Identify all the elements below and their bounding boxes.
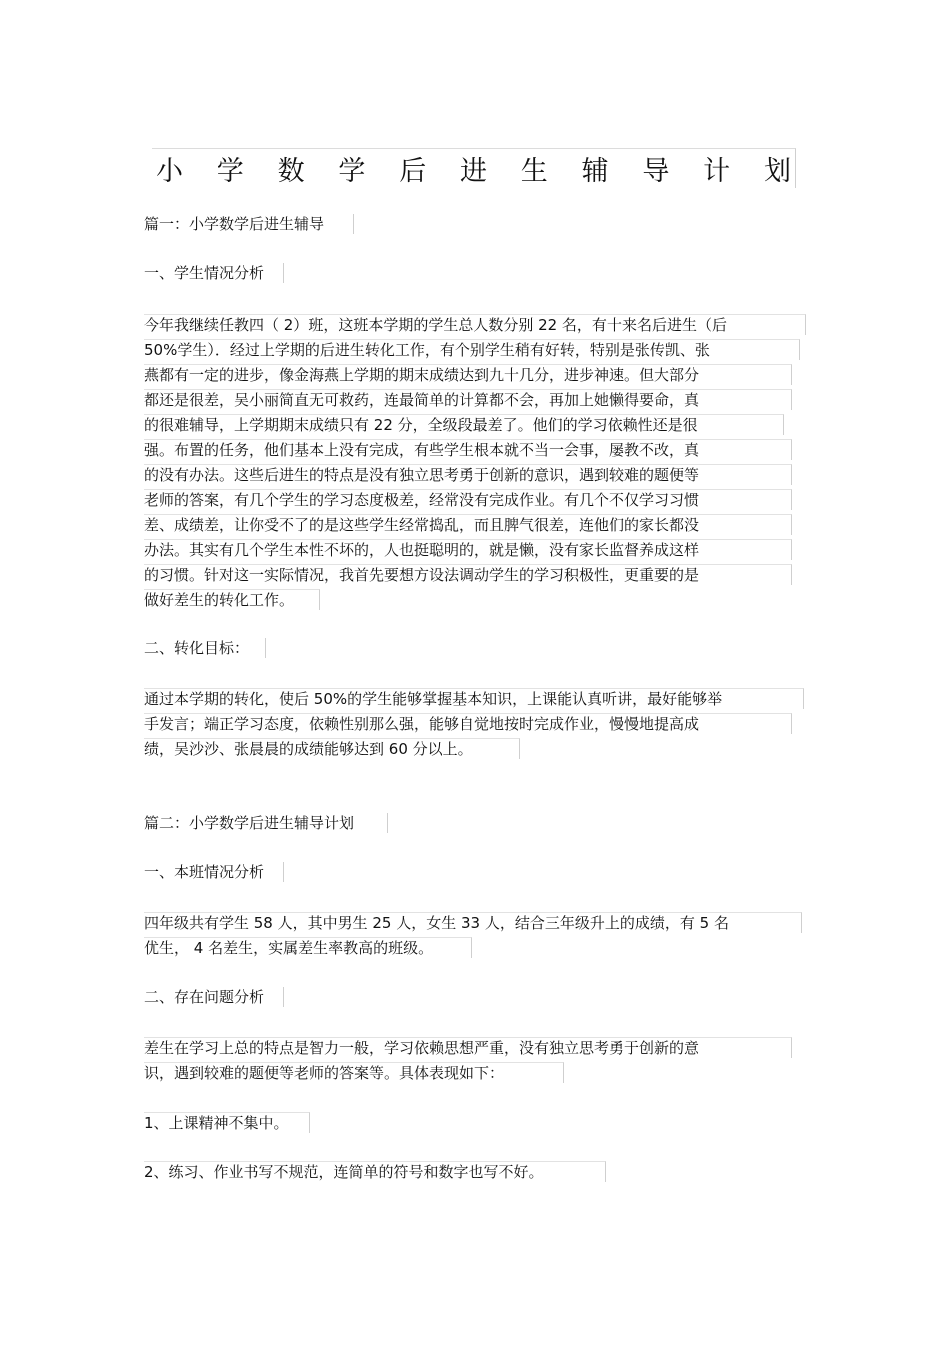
title-char: 学	[338, 156, 366, 187]
section-heading: 篇一：小学数学后进生辅导	[144, 214, 354, 234]
title-char: 数	[277, 156, 305, 187]
paragraph-line: 绩，吴沙沙、张晨晨的成绩能够达到 60 分以上。	[144, 738, 520, 759]
title-char: 小	[156, 156, 183, 187]
paragraph-line: 50%学生）．经过上学期的后进生转化工作，有个别学生稍有好转，特别是张传凯、张	[144, 339, 800, 360]
section-heading: 一、学生情况分析	[144, 263, 284, 283]
title-char: 后	[399, 156, 427, 187]
title-char: 生	[520, 156, 548, 187]
title-char: 辅	[581, 156, 609, 187]
paragraph-line: 四年级共有学生 58 人，其中男生 25 人，女生 33 人，结合三年级升上的成绩，有 5 名	[144, 912, 802, 933]
paragraph-line: 办法。其实有几个学生本性不坏的，人也挺聪明的，就是懒，没有家长监督养成这样	[144, 539, 792, 560]
document-title	[152, 148, 796, 188]
section-heading: 一、本班情况分析	[144, 862, 284, 882]
paragraph-line: 燕都有一定的进步，像金海燕上学期的期末成绩达到九十几分，进步神速。但大部分	[144, 364, 792, 385]
paragraph-line: 1、上课精神不集中。	[144, 1112, 310, 1133]
paragraph-line: 做好差生的转化工作。	[144, 589, 320, 610]
paragraph-line: 都还是很差，吴小丽简直无可救药，连最简单的计算都不会，再加上她懒得要命，真	[144, 389, 792, 410]
title-char: 学	[216, 156, 244, 187]
paragraph-line: 识，遇到较难的题便等老师的答案等。具体表现如下：	[144, 1062, 564, 1083]
paragraph-line: 的很难辅导，上学期期末成绩只有 22 分，全级段最差了。他们的学习依赖性还是很	[144, 414, 784, 435]
title-char: 导	[642, 156, 670, 187]
paragraph-line: 优生， 4 名差生，实属差生率教高的班级。	[144, 937, 472, 958]
paragraph-line: 手发言；端正学习态度，依赖性别那么强，能够自觉地按时完成作业，慢慢地提高成	[144, 713, 792, 734]
section-heading: 二、转化目标：	[144, 638, 266, 658]
paragraph-line: 通过本学期的转化，使后 50%的学生能够掌握基本知识，上课能认真听讲，最好能够举	[144, 688, 804, 709]
paragraph-line: 的习惯。针对这一实际情况，我首先要想方设法调动学生的学习积极性，更重要的是	[144, 564, 792, 585]
title-char: 计	[703, 156, 731, 187]
paragraph-line: 的没有办法。这些后进生的特点是没有独立思考勇于创新的意识，遇到较难的题便等	[144, 464, 792, 485]
paragraph-line: 今年我继续任教四（ 2）班，这班本学期的学生总人数分别 22 名，有十来名后进生（后	[144, 314, 806, 335]
section-heading: 二、存在问题分析	[144, 987, 284, 1007]
paragraph-line: 差、成绩差，让你受不了的是这些学生经常捣乱，而且脾气很差，连他们的家长都没	[144, 514, 792, 535]
paragraph-line: 强。布置的任务，他们基本上没有完成，有些学生根本就不当一会事，屡教不改，真	[144, 439, 792, 460]
title-char: 进	[459, 156, 487, 187]
title-char: 划	[763, 156, 791, 187]
paragraph-line: 2、练习、作业书写不规范，连简单的符号和数字也写不好。	[144, 1161, 606, 1182]
section-heading: 篇二：小学数学后进生辅导计划	[144, 813, 388, 833]
paragraph-line: 老师的答案，有几个学生的学习态度极差，经常没有完成作业。有几个不仅学习习惯	[144, 489, 792, 510]
paragraph-line: 差生在学习上总的特点是智力一般，学习依赖思想严重，没有独立思考勇于创新的意	[144, 1037, 792, 1058]
